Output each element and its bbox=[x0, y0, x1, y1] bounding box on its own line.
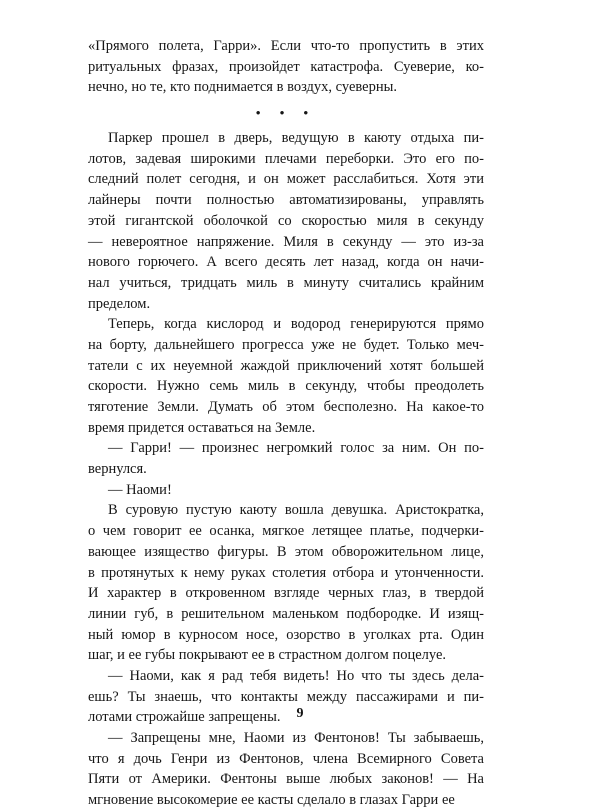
text-line: — невероятное напряжение. Миля в секунду — это из-за bbox=[88, 233, 484, 250]
section-separator: • • • bbox=[255, 105, 317, 121]
page-number: 9 bbox=[296, 706, 304, 721]
text-line: о чем говорит ее осанка, мягкое летящее платье, подчерки- bbox=[88, 523, 484, 540]
paragraph bbox=[88, 480, 484, 501]
text-line: ный юмор в курносом носе, озорство в уголках рта. Один bbox=[88, 626, 484, 643]
text-line: — Наоми! bbox=[108, 481, 172, 498]
text-line: вающее изящество фигуры. В этом обворожительном лице, bbox=[88, 543, 484, 560]
text-line: линии губ, в решительном маленьком подбородке. И изящ- bbox=[88, 605, 484, 622]
text-line: — Наоми, как я рад тебя видеть! Но что ты здесь дела- bbox=[108, 667, 484, 684]
paragraph bbox=[88, 438, 484, 479]
text-line: «Прямого полета, Гарри». Если что-то пропустить в этих bbox=[88, 38, 484, 54]
text-line: мгновение высокомерие ее касты сделало в глазах Гарри ее bbox=[88, 792, 455, 809]
text-line: лотов, задевая широкими плечами переборки. Это его по- bbox=[88, 150, 484, 167]
text-line: нечно, но те, кто поднимается в воздух, суеверны. bbox=[88, 79, 397, 96]
text-line: — Гарри! — произнес негромкий голос за ним. Он по- bbox=[108, 440, 484, 457]
text-line: лотами строжайше запрещены. bbox=[88, 709, 281, 726]
text-line: Теперь, когда кислород и водород генерируются прямо bbox=[108, 316, 484, 333]
text-line: следний полет сегодня, и он может расслабиться. Хотя эти bbox=[88, 171, 484, 188]
body-text bbox=[88, 36, 484, 811]
text-line: вернулся. bbox=[88, 461, 147, 478]
text-line: лайнеры почти полностью автоматизированы, управлять bbox=[88, 192, 484, 209]
text-line: Пяти от Америки. Фентоны выше любых законов! — На bbox=[88, 771, 484, 788]
text-line: этой гигантской оболочкой со скоростью миля в секунду bbox=[88, 212, 484, 229]
paragraph bbox=[88, 314, 484, 438]
text-line: время придется оставаться на Земле. bbox=[88, 419, 316, 436]
paragraph bbox=[88, 128, 484, 314]
text-line: на борту, дальнейшего прогресса уже не будет. Только меч- bbox=[88, 336, 484, 353]
text-line: скорости. Нужно семь миль в секунду, чтобы преодолеть bbox=[88, 378, 484, 395]
text-line: пределом. bbox=[88, 295, 151, 312]
text-line: В суровую пустую каюту вошла девушка. Аристократка, bbox=[108, 502, 484, 519]
text-line: шаг, и ее губы покрывают ее в страстном долгом поцелуе. bbox=[88, 647, 447, 664]
text-line: тяготение Земли. Думать об этом бесполезно. На какое-то bbox=[88, 399, 484, 415]
text-line: что я дочь Генри из Фентонов, члена Всемирного Совета bbox=[88, 750, 484, 767]
text-line: Паркер прошел в дверь, ведущую в каюту отдыха пи- bbox=[108, 130, 484, 147]
text-line: в протянутых к нему руках столетия отбора и утонченности. bbox=[88, 564, 484, 581]
paragraph bbox=[88, 500, 484, 666]
text-line: нового горючего. А всего десять лет назад, когда он начи- bbox=[88, 254, 484, 271]
text-line: ритуальных фразах, произойдет катастрофа. Суеверие, ко- bbox=[88, 58, 484, 75]
paragraph bbox=[88, 728, 484, 811]
text-line: ешь? Ты знаешь, что контакты между пассажирами и пи- bbox=[88, 688, 484, 705]
text-line: — Запрещены мне, Наоми из Фентонов! Ты забываешь, bbox=[108, 730, 484, 746]
paragraph bbox=[88, 36, 484, 98]
text-line: И характер в откровенном взгляде черных глаз, в твердой bbox=[88, 585, 484, 602]
text-line: татели с их неуемной жаждой приключений хотят большей bbox=[88, 357, 484, 374]
text-line: нал учиться, тридцать миль в минуту считались крайним bbox=[88, 274, 484, 291]
